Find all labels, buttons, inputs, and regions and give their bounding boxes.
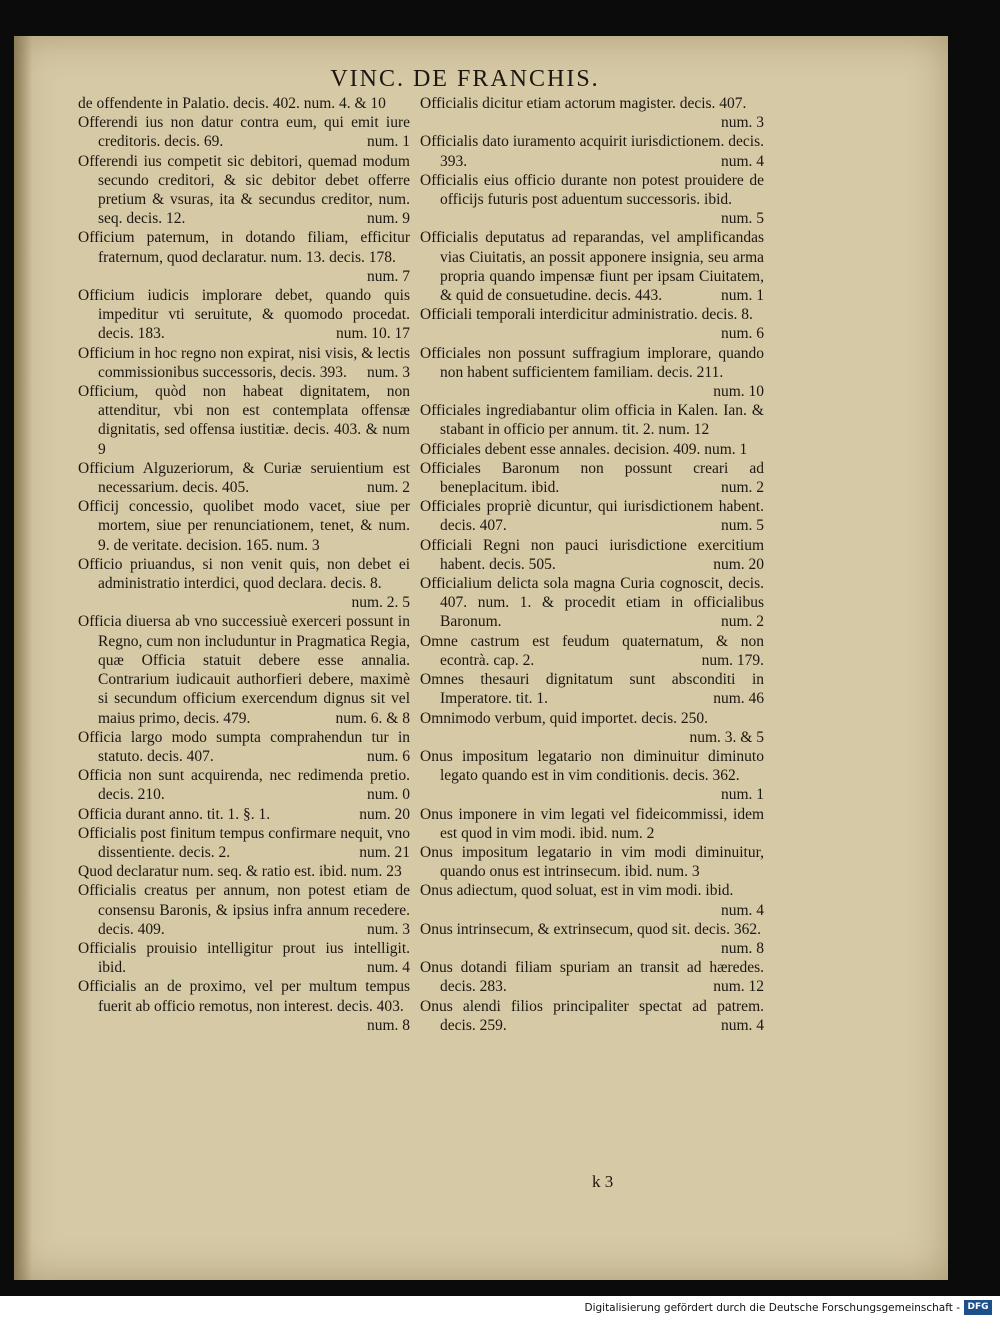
- entry-text: Onus dotandi filiam spuriam an transit ad hæredes. decis. 283.: [420, 959, 764, 996]
- entry-text: de offendente in Palatio. decis. 402. num. 4. & 10: [78, 95, 386, 112]
- entry-text: Quod declaratur num. seq. & ratio est. ibid. num. 23: [78, 863, 402, 881]
- entry-reference: num. 3: [366, 363, 410, 381]
- entry-reference: num. 4: [366, 959, 410, 977]
- entry-text: Officiales ingrediabantur olim officia in Kalen. Ian. & stabant in officio per annum. tit. 2. num. 12: [420, 402, 764, 439]
- entry-reference: num. 6: [720, 325, 764, 343]
- entry-reference: num. 4: [720, 1016, 764, 1034]
- entry-reference: num. 3: [366, 920, 410, 938]
- index-entry: [420, 632, 764, 670]
- index-entry: [420, 440, 764, 459]
- index-entry: [78, 228, 410, 286]
- digitization-footer: [0, 1296, 1000, 1321]
- entry-text: Onus impositum legatario in vim modi diminuitur, quando onus est intrinsecum. ibid. num. 3: [420, 843, 764, 881]
- entry-reference: num. 12: [713, 978, 764, 996]
- entry-text: Officium in hoc regno non expirat, nisi visis, & lectis commissionibus successoris, decis. 393.: [78, 344, 410, 381]
- running-head: VINC. DE FRANCHIS.: [330, 66, 600, 92]
- signature-mark: k 3: [592, 1172, 614, 1191]
- entry-text: Officiales debent esse annales. decision. 409. num. 1: [420, 440, 748, 458]
- index-entry: [78, 824, 410, 862]
- entry-text: Officialis dicitur etiam actorum magister. decis. 407.: [420, 95, 747, 112]
- index-entry: [420, 920, 764, 958]
- entry-text: Officia largo modo sumpta comprahendun tur in statuto. decis. 407.: [78, 728, 410, 765]
- index-entry: [78, 555, 410, 613]
- entry-reference: num. 21: [359, 843, 410, 861]
- entry-text: Officia non sunt acquirenda, nec redimenda pretio. decis. 210.: [78, 767, 410, 804]
- index-entry: [420, 401, 764, 439]
- entry-text: Officia diuersa ab vno successiuè exerceri possunt in Regno, cum non includuntur in Pragmatica Regia, quæ Officia statuit debere esse annalia. Contrarium iudicauit authorfieri debere, maximè si secundum officium exercendum dignus sit vel maius primo, decis. 479.: [78, 613, 410, 727]
- entry-text: Officij concessio, quolibet modo vacet, siue per mortem, siue per renunciationem, tenet, & num. 9. de veritate. decision. 165. num. 3: [78, 498, 410, 554]
- entry-text: Officium paternum, in dotando filiam, efficitur fraternum, quod declaratur. num. 13. decis. 178.: [78, 229, 410, 266]
- entry-text: Officialis prouisio intelligitur prout ius intelligit. ibid.: [78, 939, 410, 977]
- entry-text: Officialis dato iuramento acquirit iurisdictionem. decis. 393.: [420, 133, 764, 170]
- entry-reference: num. 10. 17: [335, 325, 410, 343]
- index-entry: [78, 459, 410, 497]
- entry-reference: num. 179.: [701, 651, 764, 669]
- index-column-right: [420, 94, 764, 1035]
- entry-text: Onus alendi filios principaliter spectat ad patrem. decis. 259.: [420, 997, 764, 1034]
- entry-reference: num. 5: [720, 517, 764, 535]
- entry-reference: num. 46: [713, 690, 764, 708]
- index-entry: [420, 805, 764, 843]
- index-entry: [78, 977, 410, 1035]
- index-entry: [78, 939, 410, 977]
- index-entry: [420, 459, 764, 497]
- entry-reference: num. 2: [366, 479, 410, 497]
- entry-reference: num. 2. 5: [351, 594, 410, 612]
- entry-reference: num. 4: [720, 152, 764, 170]
- index-entry: [420, 228, 764, 305]
- entry-reference: num. 20: [359, 805, 410, 823]
- index-entry: [420, 997, 764, 1035]
- index-entry: [78, 728, 410, 766]
- entry-text: Officialis creatus per annum, non potest etiam de consensu Baronis, & ipsius infra annum recedere. decis. 409.: [78, 882, 410, 938]
- entry-text: Officiales non possunt suffragium implorare, quando non habent sufficientem familiam. decis. 211.: [420, 344, 764, 381]
- entry-reference: num. 8: [366, 1016, 410, 1034]
- index-entry: [78, 94, 410, 113]
- index-entry: [78, 497, 410, 555]
- dfg-logo: DFG: [964, 1300, 992, 1315]
- entry-text: Offerendi ius non datur contra eum, qui emit iure creditoris. decis. 69.: [78, 114, 410, 151]
- index-entry: [78, 286, 410, 344]
- entry-text: Officialis an de proximo, vel per multum tempus fuerit ab officio remotus, non interest. decis. 403.: [78, 978, 410, 1015]
- index-entry: [78, 766, 410, 804]
- index-entry: [78, 382, 410, 459]
- index-entry: [78, 612, 410, 727]
- index-entry: [420, 497, 764, 535]
- entry-text: Omnimodo verbum, quid importet. decis. 250.: [420, 709, 709, 727]
- entry-text: Officiales propriè dicuntur, qui iurisdictionem habent. decis. 407.: [420, 498, 764, 535]
- index-entry: [420, 958, 764, 996]
- index-entry: [420, 171, 764, 229]
- entry-reference: num. 6. & 8: [335, 709, 410, 727]
- entry-text: Omnes thesauri dignitatum sunt absconditi in Imperatore. tit. 1.: [420, 671, 764, 708]
- entry-text: Onus imponere in vim legati vel fideicommissi, idem est quod in vim modi. ibid. num. 2: [420, 805, 764, 842]
- index-entry: [78, 344, 410, 382]
- index-entry: [420, 132, 764, 170]
- index-entry: [420, 344, 764, 402]
- index-entry: [78, 881, 410, 939]
- index-entry: [78, 152, 410, 229]
- index-entry: [420, 843, 764, 881]
- entry-text: Officialium delicta sola magna Curia cognoscit, decis. 407. num. 1. & procedit etiam in officialibus Baronum.: [420, 575, 764, 631]
- entry-text: Omne castrum est feudum quaternatum, & non econtrà. cap. 2.: [420, 632, 764, 669]
- index-entry: [78, 862, 410, 881]
- entry-reference: num. 1: [366, 133, 410, 151]
- entry-reference: num. 9: [366, 210, 410, 228]
- entry-reference: num. 1: [720, 287, 764, 305]
- entry-reference: num. 3. & 5: [689, 728, 764, 746]
- entry-reference: num. 8: [720, 939, 764, 957]
- entry-text: Onus impositum legatario non diminuitur diminuto legato quando est in vim conditionis. decis. 362.: [420, 747, 764, 785]
- entry-text: Officiales Baronum non possunt creari ad beneplacitum. ibid.: [420, 459, 764, 497]
- index-column-left: [78, 94, 410, 1035]
- entry-reference: num. 1: [720, 786, 764, 804]
- entry-text: Officium iudicis implorare debet, quando quis impeditur vti seruitute, & quomodo procedat. decis. 183.: [78, 287, 410, 343]
- entry-reference: num. 5: [720, 210, 764, 228]
- entry-text: Offerendi ius competit sic debitori, quemad modum secundo creditori, & sic debitor debet offerre pretium & vsuras, ita & secundus creditor, num. seq. decis. 12.: [78, 152, 410, 228]
- entry-text: Officialis deputatus ad reparandas, vel amplificandas vias Ciuitatis, an possit apponere insignia, seu arma propria quando impensæ fiunt per ipsam Ciuitatem, & quid de consuetudine. decis. 443.: [420, 229, 764, 305]
- entry-reference: num. 2: [720, 479, 764, 497]
- page-gutter-shadow: [14, 36, 32, 1280]
- entry-reference: num. 0: [366, 786, 410, 804]
- entry-text: Onus adiectum, quod soluat, est in vim modi. ibid.: [420, 882, 734, 900]
- index-entry: [420, 670, 764, 708]
- index-entry: [420, 747, 764, 805]
- entry-reference: num. 7: [366, 267, 410, 285]
- entry-text: Officium, quòd non habeat dignitatem, non attenditur, vbi non est contemplata offensæ dignitatis, sed offensa iustitiæ. decis. 403. & num 9: [78, 383, 410, 458]
- index-entry: [420, 574, 764, 632]
- index-entry: [78, 113, 410, 151]
- entry-text: Officialis eius officio durante non potest prouidere de officijs futuris post aduentum successoris. ibid.: [420, 171, 764, 209]
- entry-text: Officium Alguzeriorum, & Curiæ seruientium est necessarium. decis. 405.: [78, 459, 410, 497]
- entry-text: Officia durant anno. tit. 1. §. 1.: [78, 805, 271, 823]
- entry-reference: num. 10: [713, 383, 764, 401]
- footer-text: Digitalisierung gefördert durch die Deutsche Forschungsgemeinschaft -: [584, 1302, 960, 1314]
- index-entry: [420, 881, 764, 919]
- index-entry: [78, 805, 410, 824]
- entry-reference: num. 6: [366, 747, 410, 765]
- index-entry: [420, 709, 764, 747]
- entry-text: Officiali temporali interdicitur administratio. decis. 8.: [420, 306, 753, 324]
- entry-reference: num. 2: [720, 613, 764, 631]
- index-entry: [420, 94, 764, 132]
- entry-text: Onus intrinsecum, & extrinsecum, quod sit. decis. 362.: [420, 920, 761, 938]
- entry-text: Officio priuandus, si non venit quis, non debet ei administratio interdici, quod declara. decis. 8.: [78, 555, 410, 593]
- entry-text: Officiali Regni non pauci iurisdictione exercitium habent. decis. 505.: [420, 536, 764, 573]
- entry-reference: num. 3: [720, 114, 764, 132]
- entry-reference: num. 4: [720, 901, 764, 919]
- entry-text: Officialis post finitum tempus confirmare nequit, vno dissentiente. decis. 2.: [78, 824, 410, 861]
- entry-reference: num. 20: [713, 555, 764, 573]
- index-entry: [420, 305, 764, 343]
- index-entry: [420, 536, 764, 574]
